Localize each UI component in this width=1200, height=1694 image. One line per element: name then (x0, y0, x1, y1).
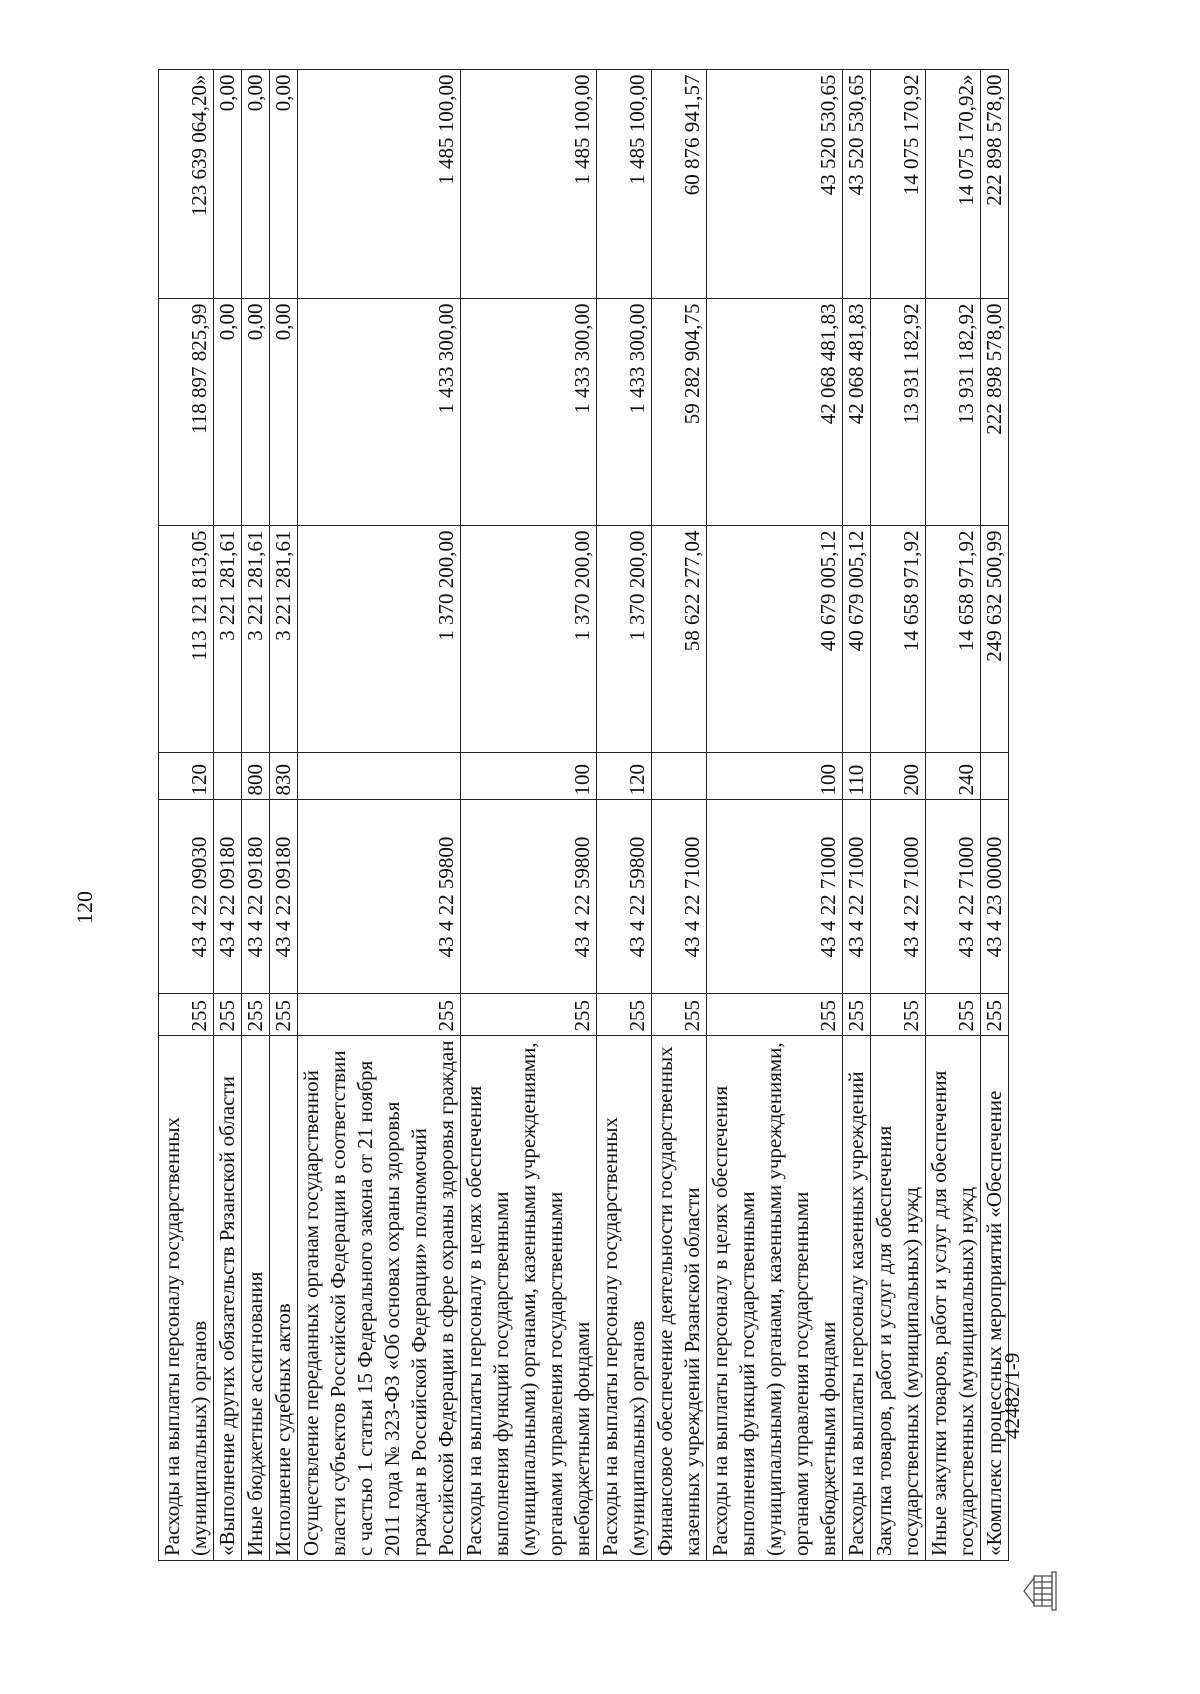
target-code-cell: 43 4 22 59800 (461, 800, 597, 994)
target-code-cell: 43 4 22 71000 (871, 800, 926, 994)
amount-year2-cell: 0,00 (214, 299, 242, 526)
item-name-cell (843, 1036, 871, 1561)
item-name-line: государственных (муниципальных) нужд (899, 1186, 923, 1556)
item-name-line: Осуществление переданных органам государственной (299, 1070, 323, 1556)
amount-year3-cell: 14 075 170,92 (871, 70, 926, 299)
target-code-cell: 43 4 22 71000 (652, 800, 707, 994)
page-number: 120 (72, 891, 97, 924)
amount-year1-cell: 3 221 281,61 (270, 526, 298, 753)
amount-year3-cell: 0,00 (242, 70, 270, 299)
expense-kind-cell: 830 (270, 753, 298, 800)
amount-year3-cell: 1 485 100,00 (461, 70, 597, 299)
item-name-cell (270, 1036, 298, 1561)
item-name-line: выполнения функций государственными (489, 1191, 513, 1556)
item-name-line: Иные бюджетные ассигнования (243, 1271, 267, 1556)
amount-year2-cell: 118 897 825,99 (159, 299, 214, 526)
code-cell: 255 (981, 994, 1009, 1036)
amount-year1-cell: 3 221 281,61 (214, 526, 242, 753)
code-cell: 255 (843, 994, 871, 1036)
expense-kind-cell: 120 (159, 753, 214, 800)
amount-year3-cell: 14 075 170,92» (926, 70, 981, 299)
item-name-line: органами управления государственными (543, 1191, 567, 1556)
code-cell: 255 (159, 994, 214, 1036)
item-name-line: Исполнение судебных актов (271, 1303, 295, 1556)
amount-year2-cell: 222 898 578,00 (981, 299, 1009, 526)
budget-table (158, 70, 1009, 1562)
table-row (159, 70, 214, 1561)
item-name-line: Расходы на выплаты персоналу в целях обеспечения (708, 1085, 732, 1556)
item-name-cell (871, 1036, 926, 1561)
item-name-cell (597, 1036, 652, 1561)
amount-year2-cell: 42 068 481,83 (843, 299, 871, 526)
code-cell: 255 (214, 994, 242, 1036)
target-code-cell: 43 4 22 09180 (214, 800, 242, 994)
amount-year1-cell: 3 221 281,61 (242, 526, 270, 753)
amount-year1-cell: 58 622 277,04 (652, 526, 707, 753)
item-name-line: государственных (муниципальных) нужд (954, 1186, 978, 1556)
target-code-cell: 43 4 22 59800 (597, 800, 652, 994)
target-code-cell: 43 4 23 00000 (981, 800, 1009, 994)
target-code-cell: 43 4 22 09180 (242, 800, 270, 994)
expense-kind-cell: 110 (843, 753, 871, 800)
table-row (707, 70, 843, 1561)
code-cell: 255 (926, 994, 981, 1036)
item-name-line: Расходы на выплаты персоналу государственных (160, 1117, 184, 1556)
amount-year1-cell: 14 658 971,92 (926, 526, 981, 753)
item-name-line: власти субъектов Российской Федерации в соответствии (326, 1050, 350, 1556)
item-name-cell (214, 1036, 242, 1561)
expense-kind-cell: 800 (242, 753, 270, 800)
item-name-cell (159, 1036, 214, 1561)
amount-year2-cell: 13 931 182,92 (926, 299, 981, 526)
item-name-line: Расходы на выплаты персоналу в целях обеспечения (462, 1085, 486, 1556)
amount-year1-cell: 40 679 005,12 (843, 526, 871, 753)
target-code-cell: 43 4 22 59800 (298, 800, 461, 994)
table-row (242, 70, 270, 1561)
item-name-line: Расходы на выплаты персоналу государственных (598, 1117, 622, 1556)
table-row (926, 70, 981, 1561)
code-cell: 255 (597, 994, 652, 1036)
table-row (981, 70, 1009, 1561)
item-name-cell (652, 1036, 707, 1561)
amount-year3-cell: 43 520 530,65 (707, 70, 843, 299)
item-name-line: органами управления государственными (789, 1191, 813, 1556)
amount-year2-cell: 1 433 300,00 (298, 299, 461, 526)
item-name-line: «Комплекс процессных мероприятий «Обеспечение (982, 1090, 1006, 1556)
item-name-line: 2011 года № 323-ФЗ «Об основах охраны здоровья (380, 1101, 404, 1556)
amount-year2-cell: 0,00 (270, 299, 298, 526)
item-name-line: Иные закупки товаров, работ и услуг для обеспечения (927, 1070, 951, 1556)
amount-year2-cell: 42 068 481,83 (707, 299, 843, 526)
amount-year1-cell: 1 370 200,00 (597, 526, 652, 753)
amount-year2-cell: 13 931 182,92 (871, 299, 926, 526)
amount-year1-cell: 113 121 813,05 (159, 526, 214, 753)
printer-logo (1020, 1568, 1058, 1614)
amount-year1-cell: 1 370 200,00 (298, 526, 461, 753)
budget-table-body (159, 70, 1009, 1561)
code-cell: 255 (242, 994, 270, 1036)
amount-year3-cell: 0,00 (214, 70, 242, 299)
amount-year1-cell: 249 632 500,99 (981, 526, 1009, 753)
item-name-line: (муниципальных) органов (187, 1320, 211, 1556)
item-name-cell (707, 1036, 843, 1561)
table-row (461, 70, 597, 1561)
expense-kind-cell (214, 753, 242, 800)
amount-year3-cell: 0,00 (270, 70, 298, 299)
expense-kind-cell: 100 (707, 753, 843, 800)
amount-year3-cell: 60 876 941,57 (652, 70, 707, 299)
item-name-line: граждан в Российской Федерации» полномочий (407, 1128, 431, 1556)
code-cell: 255 (298, 994, 461, 1036)
amount-year1-cell: 40 679 005,12 (707, 526, 843, 753)
table-row (652, 70, 707, 1561)
item-name-cell (926, 1036, 981, 1561)
item-name-line: Финансовое обеспечение деятельности государственных (653, 1046, 677, 1556)
item-name-line: Расходы на выплаты персоналу казенных учреждений (844, 1071, 868, 1556)
item-name-line: (муниципальных) органов (625, 1320, 649, 1556)
table-row (270, 70, 298, 1561)
item-name-cell (981, 1036, 1009, 1561)
amount-year3-cell: 123 639 064,20» (159, 70, 214, 299)
amount-year3-cell: 1 485 100,00 (597, 70, 652, 299)
document-code: 42482/1-9 (1000, 1352, 1024, 1439)
code-cell: 255 (270, 994, 298, 1036)
expense-kind-cell (652, 753, 707, 800)
item-name-line: внебюджетными фондами (570, 1321, 594, 1556)
expense-kind-cell: 100 (461, 753, 597, 800)
code-cell: 255 (871, 994, 926, 1036)
target-code-cell: 43 4 22 09180 (270, 800, 298, 994)
code-cell: 255 (707, 994, 843, 1036)
item-name-line: (муниципальными) органами, казенными учреждениями, (762, 1042, 786, 1556)
code-cell: 255 (652, 994, 707, 1036)
item-name-cell (242, 1036, 270, 1561)
expense-kind-cell (981, 753, 1009, 800)
item-name-line: внебюджетными фондами (816, 1321, 840, 1556)
amount-year2-cell: 0,00 (242, 299, 270, 526)
item-name-line: Закупка товаров, работ и услуг для обеспечения (872, 1125, 896, 1556)
expense-kind-cell: 240 (926, 753, 981, 800)
expense-kind-cell (298, 753, 461, 800)
target-code-cell: 43 4 22 71000 (707, 800, 843, 994)
table-row (597, 70, 652, 1561)
expense-kind-cell: 200 (871, 753, 926, 800)
item-name-line: с частью 1 статьи 15 Федерального закона от 21 ноября (353, 1060, 377, 1556)
table-row (843, 70, 871, 1561)
item-name-cell (298, 1036, 461, 1561)
amount-year2-cell: 1 433 300,00 (461, 299, 597, 526)
target-code-cell: 43 4 22 71000 (926, 800, 981, 994)
item-name-line: выполнения функций государственными (735, 1191, 759, 1556)
item-name-line: (муниципальными) органами, казенными учреждениями, (516, 1042, 540, 1556)
amount-year3-cell: 43 520 530,65 (843, 70, 871, 299)
table-row (214, 70, 242, 1561)
item-name-line: Российской Федерации в сфере охраны здоровья граждан (434, 1040, 458, 1556)
amount-year2-cell: 1 433 300,00 (597, 299, 652, 526)
amount-year1-cell: 14 658 971,92 (871, 526, 926, 753)
amount-year3-cell: 1 485 100,00 (298, 70, 461, 299)
table-row (298, 70, 461, 1561)
item-name-cell (461, 1036, 597, 1561)
amount-year3-cell: 222 898 578,00 (981, 70, 1009, 299)
table-row (871, 70, 926, 1561)
item-name-line: казенных учреждений Рязанской области (680, 1187, 704, 1556)
expense-kind-cell: 120 (597, 753, 652, 800)
amount-year1-cell: 1 370 200,00 (461, 526, 597, 753)
code-cell: 255 (461, 994, 597, 1036)
item-name-line: «Выполнение других обязательств Рязанской области (215, 1076, 239, 1556)
target-code-cell: 43 4 22 09030 (159, 800, 214, 994)
amount-year2-cell: 59 282 904,75 (652, 299, 707, 526)
target-code-cell: 43 4 22 71000 (843, 800, 871, 994)
